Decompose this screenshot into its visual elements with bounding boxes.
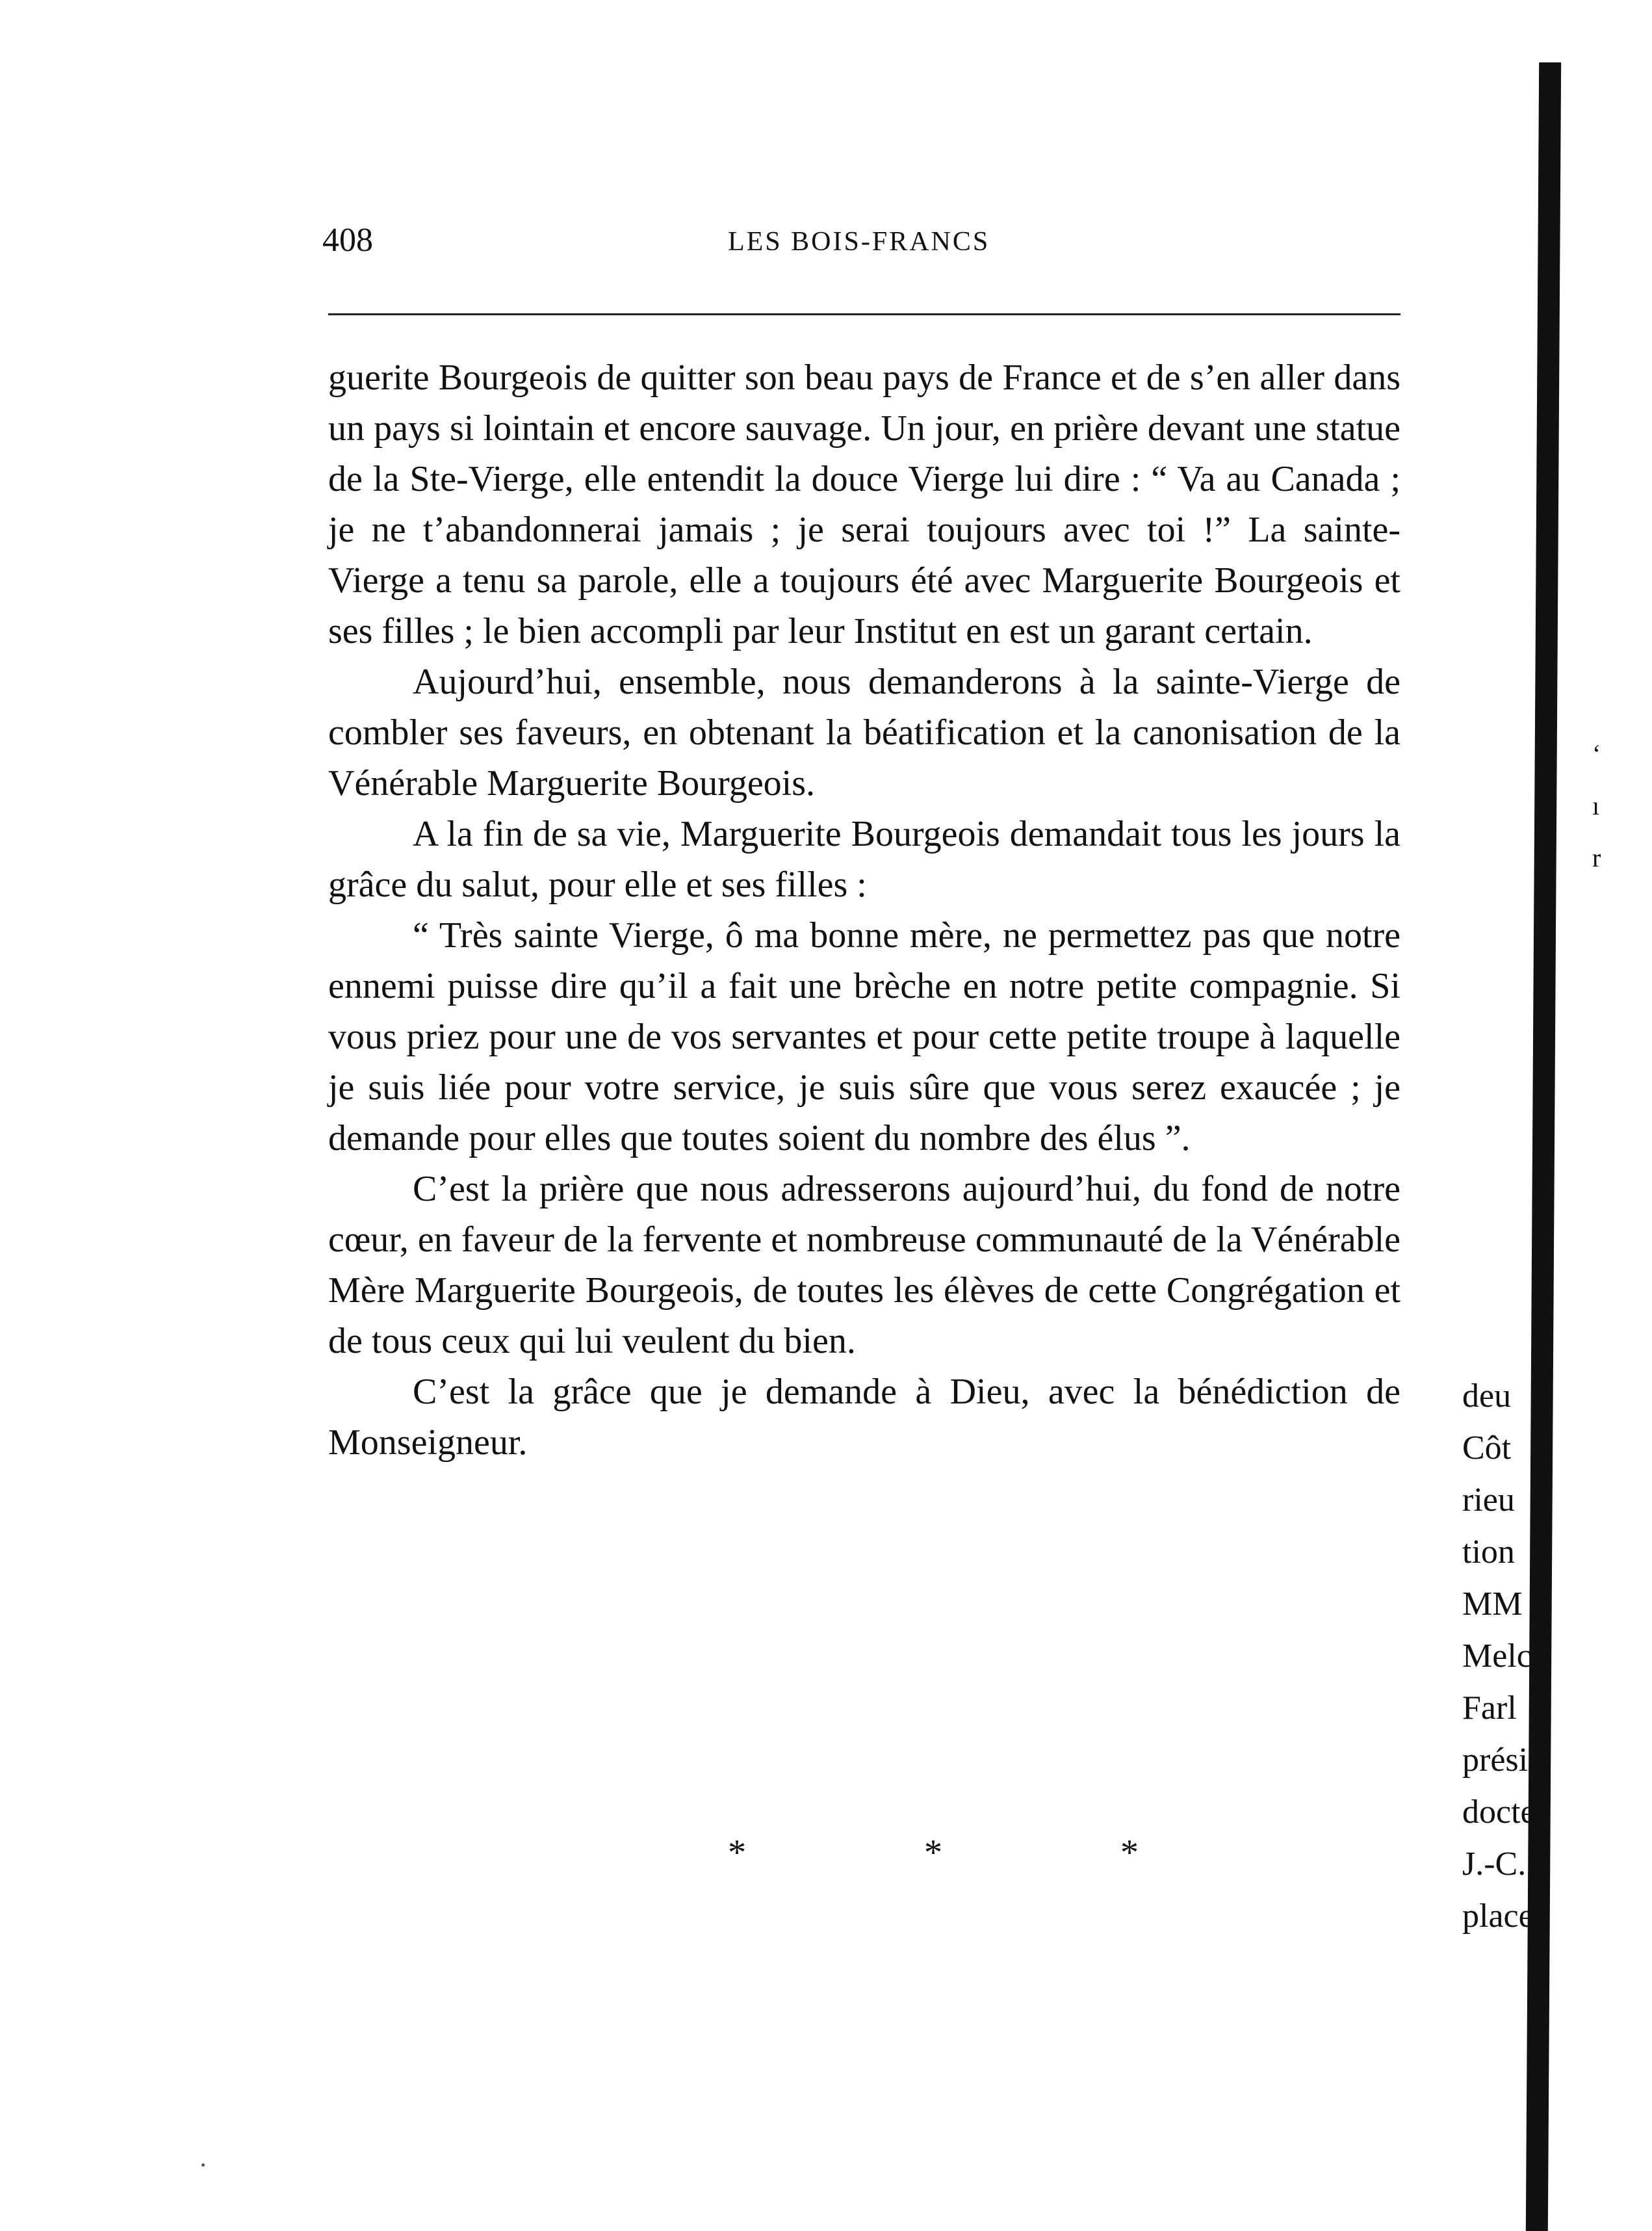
scan-speck: [201, 2163, 205, 2167]
adjacent-mark: r: [1592, 843, 1601, 872]
adjacent-fragment: MM: [1462, 1585, 1523, 1623]
adjacent-fragment: rieu: [1462, 1481, 1515, 1519]
header-rule: [328, 313, 1400, 315]
adjacent-fragment: deu: [1462, 1377, 1512, 1415]
adjacent-fragment: prési: [1462, 1742, 1529, 1779]
running-head: LES BOIS-FRANCS: [728, 227, 990, 257]
quoted-prayer: “ Très sainte Vierge, ô ma bonne mère, ne permettez pas que notre ennemi puisse dire qu’il a fait une brèche en notre petite compagnie. Si vous priez pour une de vos servantes et pour cette petite troupe à laquelle je suis liée pour votre service, je suis sûre que vous serez exaucée ; je demande pour elles que toutes soient du nombre des élus ”.: [328, 915, 1400, 1158]
adjacent-fragment: docte: [1462, 1794, 1536, 1831]
body-text: [328, 352, 1400, 1468]
paragraph: A la fin de sa vie, Marguerite Bourgeois demandait tous les jours la grâce du salut, pour elle et ses filles :: [328, 814, 1400, 905]
adjacent-mark: ‘: [1592, 739, 1601, 768]
adjacent-fragment: tion: [1462, 1533, 1515, 1571]
adjacent-fragment: place: [1462, 1898, 1534, 1935]
page-number: 408: [322, 222, 373, 259]
adjacent-fragment: Melc: [1462, 1637, 1532, 1675]
adjacent-page-marks: [1592, 728, 1601, 884]
adjacent-fragment: Côt: [1462, 1429, 1512, 1467]
paragraph: guerite Bourgeois de quitter son beau pays de France et de s’en aller dans un pays si lointain et encore sauvage. Un jour, en prière devant une statue de la Ste-Vierge, elle entendit la douce Vierge lui dire : “ Va au Canada ; je ne t’abandonnerai jamais ; je serai toujours avec toi !” La sainte-Vierge a tenu sa parole, elle a toujours été avec Marguerite Bourgeois et ses filles ; le bien accompli par leur Institut en est un garant certain.: [328, 358, 1400, 651]
paragraph: Aujourd’hui, ensemble, nous demanderons à la sainte-Vierge de combler ses faveurs, en obtenant la béatification et la canonisation de la Vénérable Marguerite Bourgeois.: [328, 662, 1400, 803]
adjacent-mark: ı: [1592, 791, 1600, 820]
adjacent-fragment: J.-C.: [1462, 1846, 1527, 1883]
adjacent-fragment: Farl: [1462, 1690, 1517, 1727]
adjacent-page-fragments: [1462, 1370, 1536, 1942]
section-break-asterisks: * * *: [728, 1833, 1223, 1873]
paragraph: C’est la grâce que je demande à Dieu, avec la bénédiction de Monseigneur.: [328, 1372, 1400, 1463]
paragraph: C’est la prière que nous adresserons aujourd’hui, du fond de notre cœur, en faveur de la fervente et nombreuse communauté de la Vénérable Mère Marguerite Bourgeois, de toutes les élèves de cette Congrégation et de tous ceux qui lui veulent du bien.: [328, 1169, 1400, 1361]
